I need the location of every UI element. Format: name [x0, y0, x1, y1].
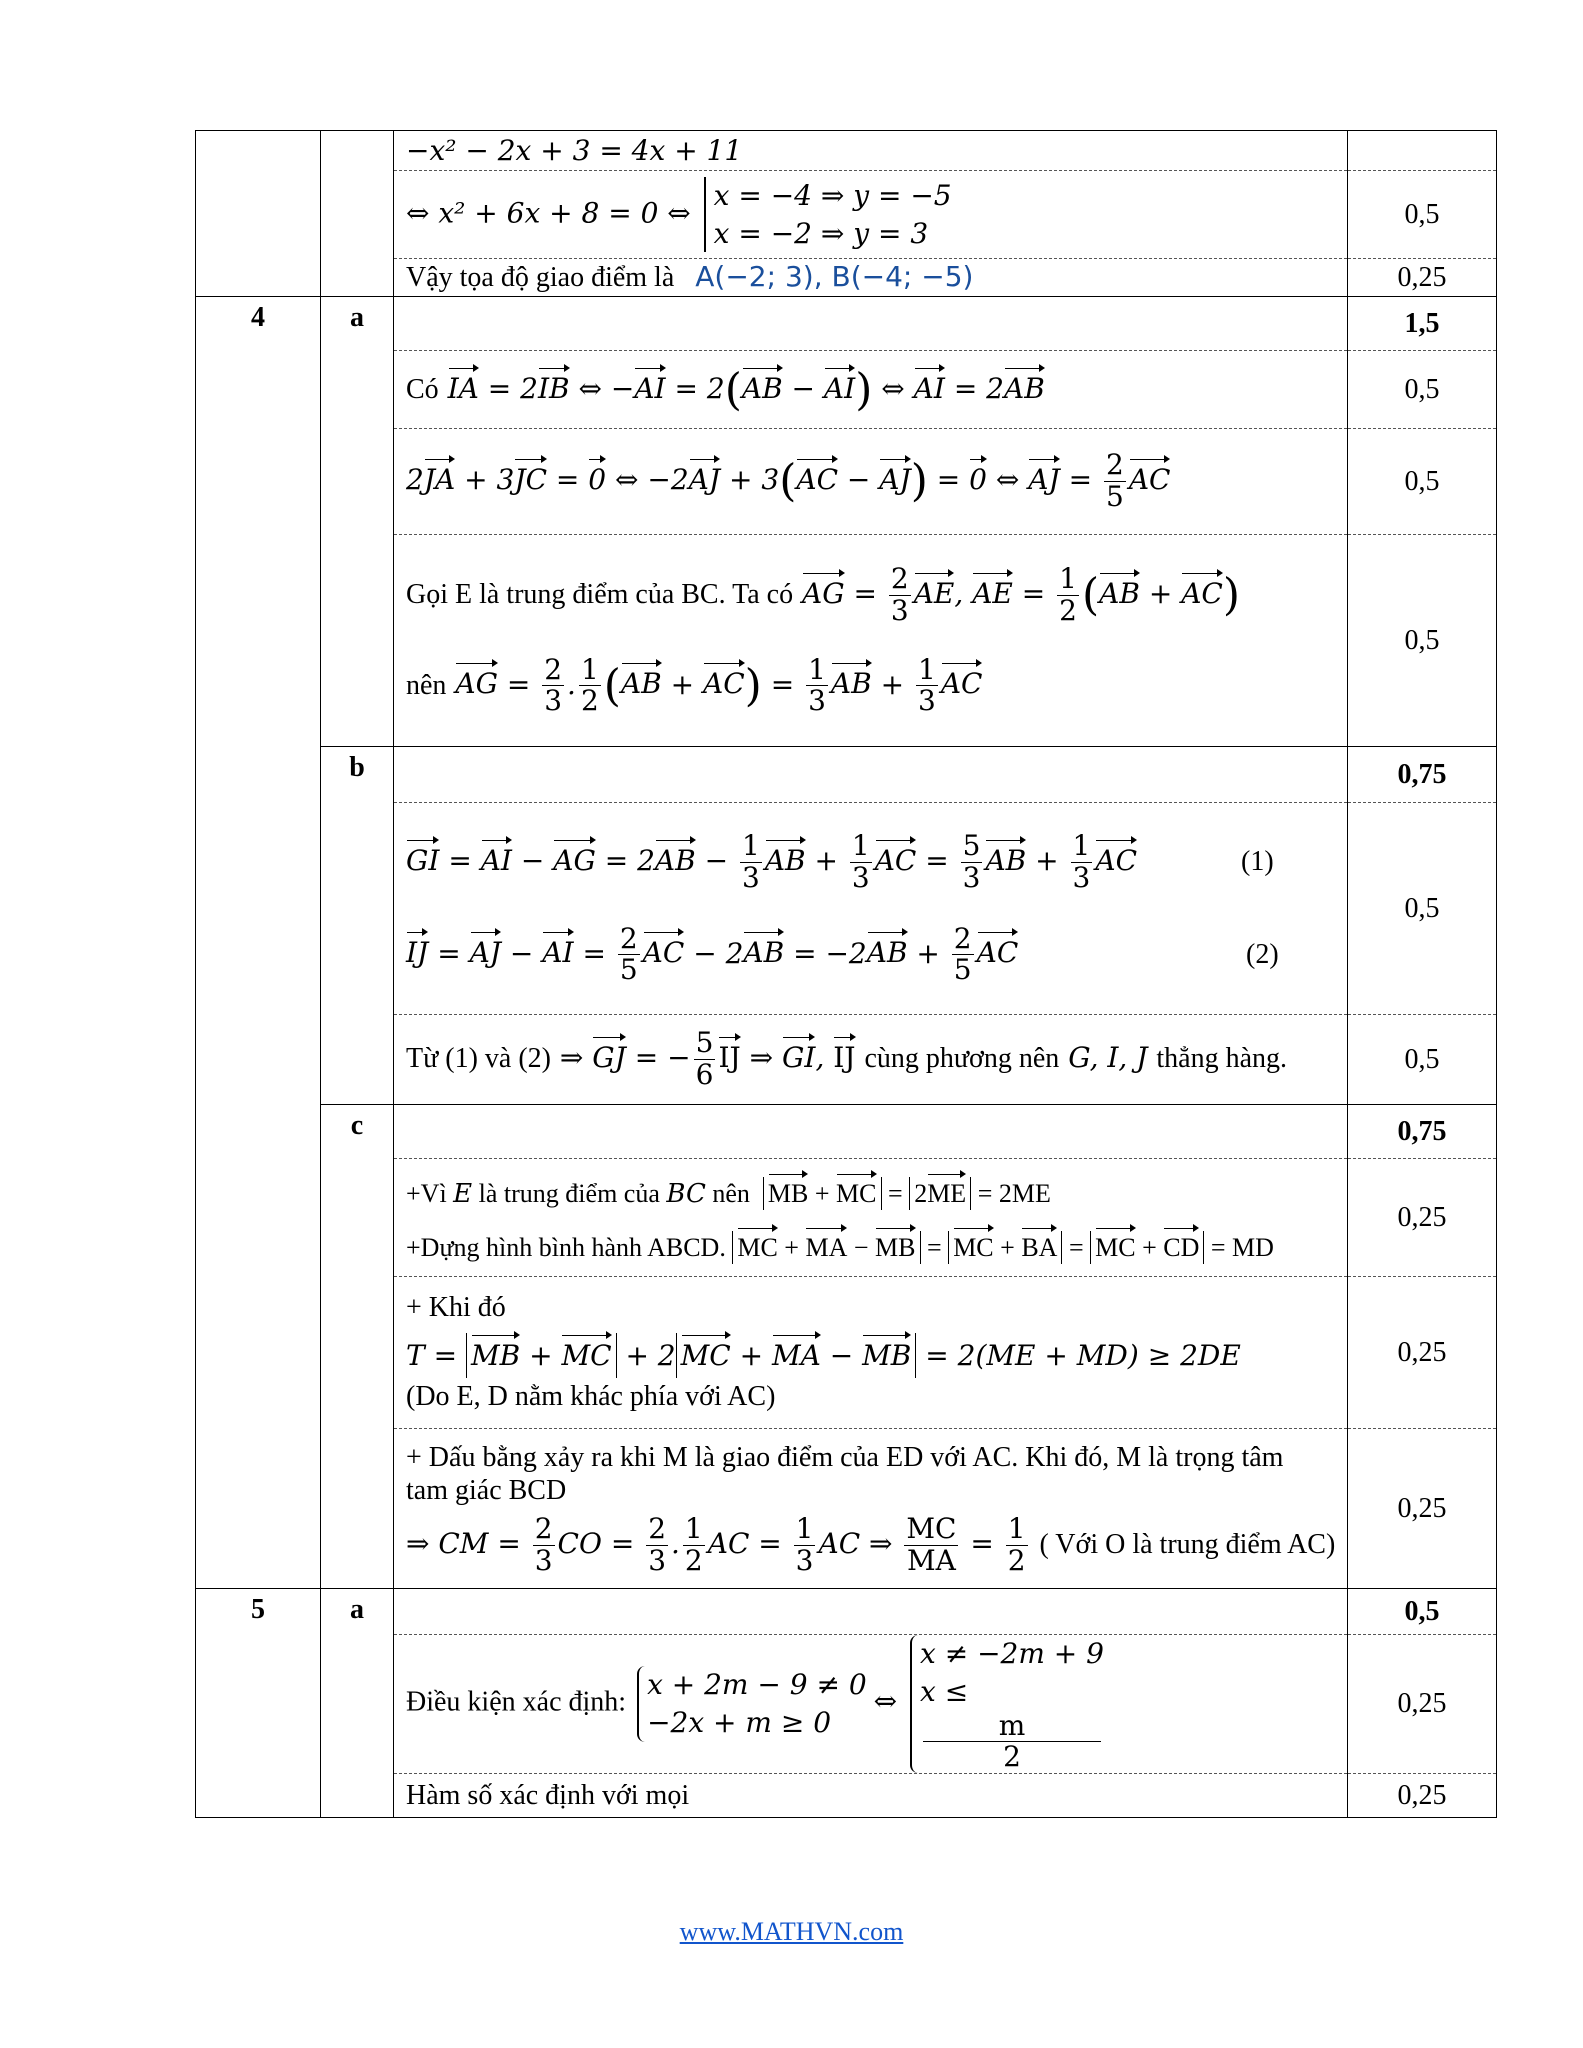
part-score: 0,75 — [1348, 1105, 1497, 1159]
score: 0,5 — [1348, 535, 1497, 747]
score: 0,5 — [1348, 429, 1497, 535]
equation-tag: (2) — [1246, 938, 1279, 970]
table-row — [196, 1159, 1497, 1277]
equation-cases: ⇔ x² + 6x + 8 = 0 ⇔ x = −4 ⇒ y = −5 x = −2 ⇒ y = 3 — [394, 171, 1348, 259]
part-label: c — [321, 1105, 394, 1159]
score: 0,25 — [1348, 1159, 1497, 1277]
equality-case: + Dấu bằng xảy ra khi M là giao điểm của ED với AC. Khi đó, M là trọng tâm tam giác BCD ⇒ CM = $\frac{2}{3}$ CO = $\frac{2}{3}$ . $\frac{1}{2}$ AC = $\frac{1}{3}$ AC ⇒ $\frac{MC}{MA}$ = $\frac{1}{2}$ ( Với O là trung điểm AC) — [394, 1429, 1348, 1589]
table-row — [196, 351, 1497, 429]
part-score: 1,5 — [1348, 297, 1497, 351]
min-expression: + Khi đó T = MB + MC + 2 MC + MA − MB = 2(ME + MD) ≥ 2DE (Do E, D nằm khác phía với AC) — [394, 1277, 1348, 1429]
table-row — [196, 803, 1497, 1015]
footer-link[interactable]: www.MATHVN.com — [679, 1917, 904, 1946]
score: 0,25 — [1348, 1277, 1497, 1429]
intersection-coords: A(−2; 3), B(−4; −5) — [695, 260, 974, 294]
vector-equation: Có IA = 2IB ⇔ −AI = 2(AB − AI) ⇔ AI = 2AB — [394, 351, 1348, 429]
part-score: 0,75 — [1348, 747, 1497, 803]
modulus-steps: +Vì E là trung điểm của BC nên MB + MC = 2ME = 2ME +Dựng hình bình hành ABCD. MC + MA − MB = MC + BA = MC + CD = MD — [394, 1159, 1348, 1277]
collinearity-conclusion: Từ (1) và (2) ⇒ GJ = − $\frac{5}{6}$ IJ ⇒ GI, IJ cùng phương nên G, I, J thẳng hàng. — [394, 1015, 1348, 1105]
score: 0,25 — [1348, 1429, 1497, 1589]
score: 0,25 — [1348, 1774, 1497, 1818]
table-row — [196, 1015, 1497, 1105]
score: 0,5 — [1348, 803, 1497, 1015]
score: 0,5 — [1348, 1015, 1497, 1105]
table-row — [196, 535, 1497, 747]
domain-condition: Điều kiện xác định: x + 2m − 9 ≠ 0 −2x + m ≥ 0 ⇔ x ≠ −2m + 9 x ≤ m 2 — [394, 1635, 1348, 1774]
score: 0,5 — [1348, 351, 1497, 429]
score: 0,5 — [1348, 171, 1497, 259]
part-label: b — [321, 747, 394, 803]
vector-equation: 2JA + 3JC = 0 ⇔ −2AJ + 3(AC − AJ) = 0 ⇔ AJ = $\frac{2}{5}$ AC — [394, 429, 1348, 535]
system-brace: x + 2m − 9 ≠ 0 −2x + m ≥ 0 — [637, 1666, 867, 1742]
centroid-derivation: Gọi E là trung điểm của BC. Ta có AG = $\frac{2}{3}$ AE, AE = $\frac{1}{2}$ (AB + AC) nên AG = $\frac{2}{3}$ . $\frac{1}{2}$ (AB + AC) = $\frac{1}{3}$ AB + $\frac{1}{3}$ AC — [394, 535, 1348, 747]
table-row — [196, 1105, 1497, 1159]
table-row — [196, 747, 1497, 803]
table-row — [196, 259, 1497, 297]
table-row — [196, 1429, 1497, 1589]
table-row — [196, 1277, 1497, 1429]
answer-table — [195, 130, 1497, 1818]
table-row — [196, 1635, 1497, 1774]
score: 0,25 — [1348, 1635, 1497, 1774]
vector-equations: GI = AI − AG = 2AB − $\frac{1}{3}$ AB + $\frac{1}{3}$ AC = $\frac{5}{3}$ AB + $\frac{1}{3}$ AC (1) IJ = AJ − AI = $\frac{2}{5}$ AC − 2AB = −2AB + $\frac{2}{5}$ AC (2) — [394, 803, 1348, 1015]
score: 0,25 — [1348, 259, 1497, 297]
system-brace: x ≠ −2m + 9 x ≤ m 2 — [910, 1635, 1104, 1773]
part-score: 0,5 — [1348, 1589, 1497, 1635]
part-label: a — [321, 1589, 394, 1635]
table-row — [196, 1589, 1497, 1635]
domain-statement: Hàm số xác định với mọi — [394, 1774, 1348, 1818]
table-row — [196, 171, 1497, 259]
table-row — [196, 429, 1497, 535]
question-number: 5 — [196, 1589, 321, 1635]
table-row — [196, 1774, 1497, 1818]
table-row — [196, 297, 1497, 351]
conclusion-text: Vậy tọa độ giao điểm là — [406, 262, 675, 294]
equation-tag: (1) — [1241, 845, 1274, 877]
cases-bracket: x = −4 ⇒ y = −5 x = −2 ⇒ y = 3 — [704, 177, 952, 253]
table-row — [196, 131, 1497, 171]
part-label: a — [321, 297, 394, 351]
equation-line: −x² − 2x + 3 = 4x + 11 — [394, 131, 1348, 171]
question-number: 4 — [196, 297, 321, 351]
